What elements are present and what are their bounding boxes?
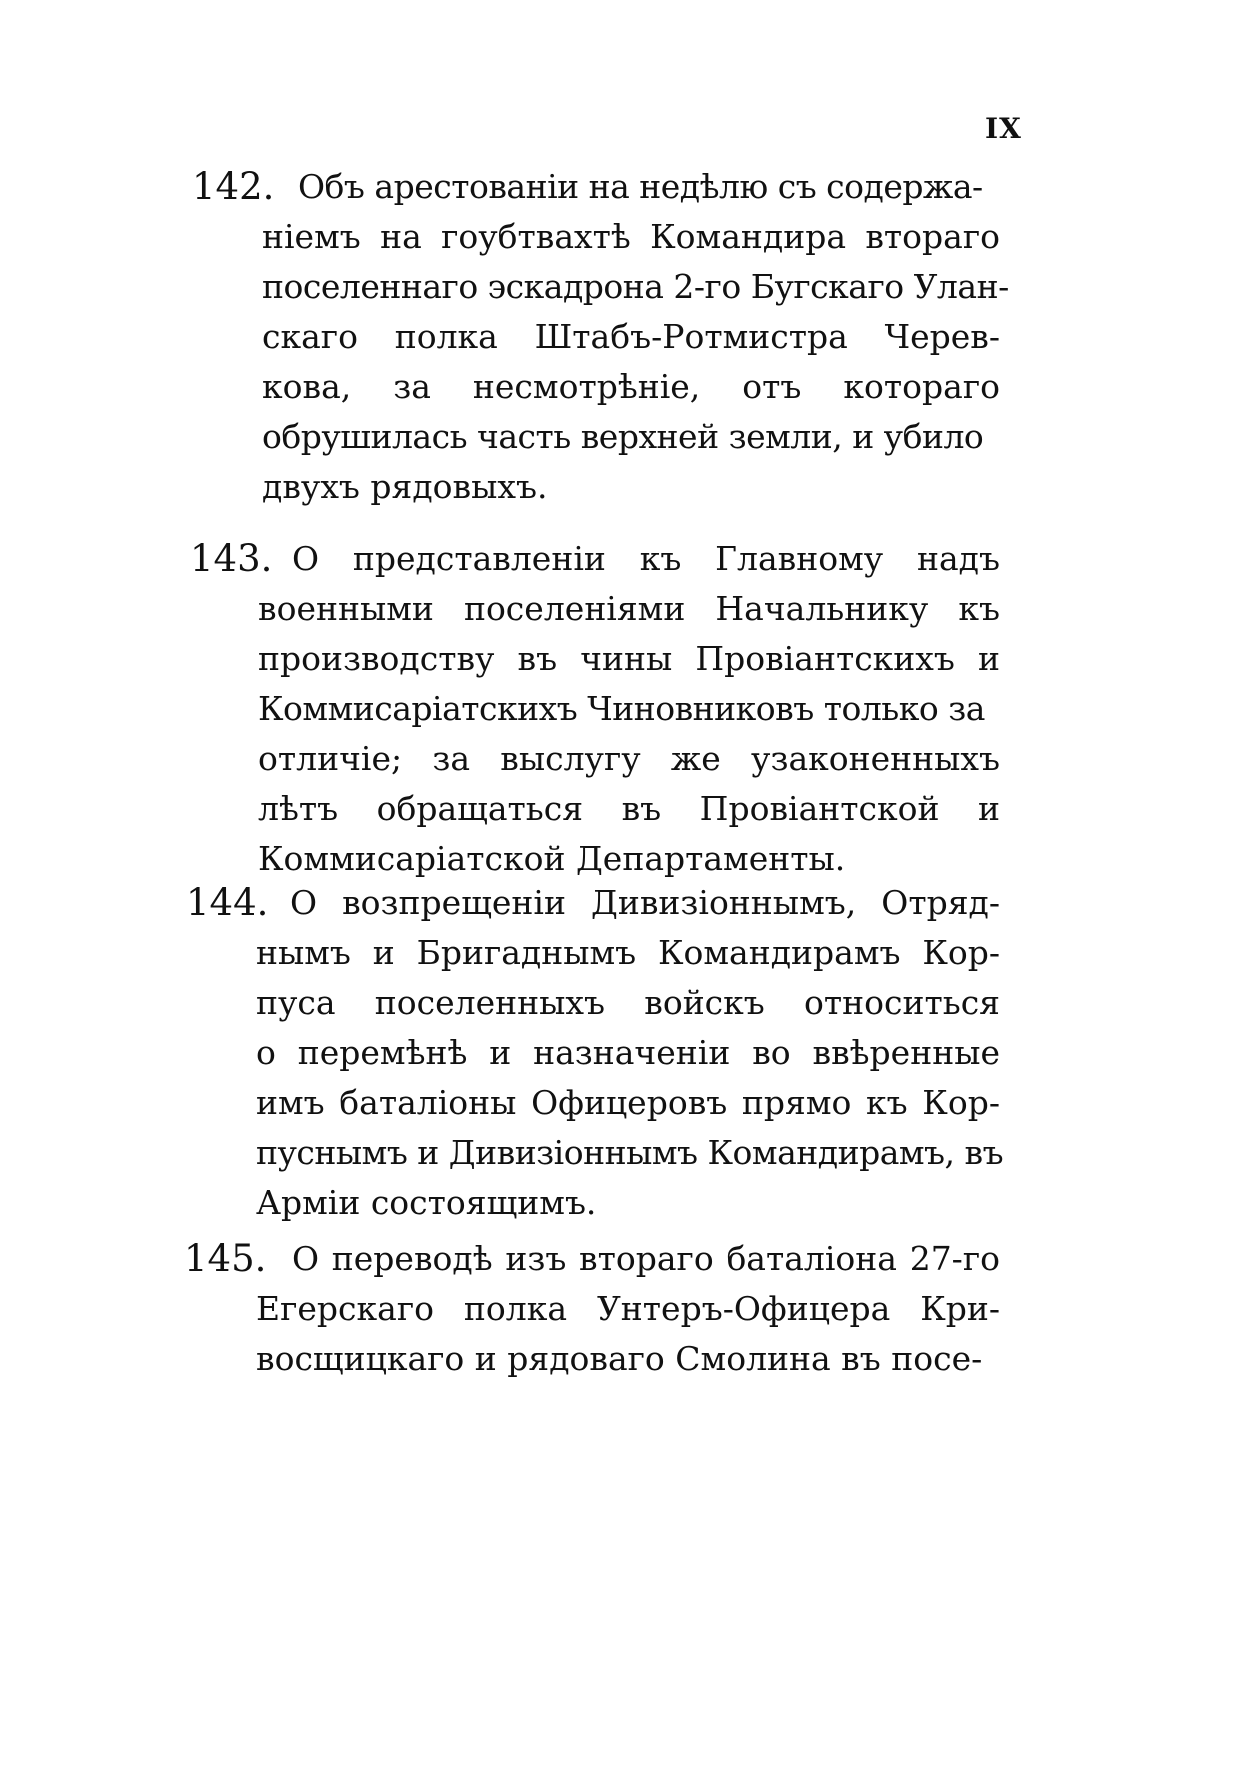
entry-line: Коммисаріатской Департаменты. bbox=[258, 839, 846, 878]
entry-line: пуснымъ и Дивизіоннымъ Командирамъ, въ bbox=[256, 1133, 1004, 1172]
entry-line: отличіе; за выслугу же узаконенныхъ bbox=[258, 739, 1000, 778]
entry-line: ніемъ на гоубтвахтѣ Командира втораго bbox=[262, 217, 1000, 256]
entry-line: обрушилась часть верхней земли, и убило bbox=[262, 417, 984, 456]
entry-number: 142. bbox=[192, 165, 275, 208]
entry-line: о перемѣнѣ и назначеніи во ввѣренные bbox=[256, 1033, 1000, 1072]
entry-line: О переводѣ изъ втораго баталіона 27-го bbox=[292, 1239, 1000, 1278]
entry-line: Егерскаго полка Унтеръ-Офицера Кри- bbox=[256, 1289, 1000, 1328]
entry-line: кова, за несмотрѣніе, отъ котораго bbox=[262, 367, 1000, 406]
entry-line: восщицкаго и рядоваго Смолина въ посе- bbox=[256, 1339, 983, 1378]
entry-line: Арміи состоящимъ. bbox=[256, 1183, 597, 1222]
entry-line: Коммисаріатскихъ Чиновниковъ только за bbox=[258, 689, 985, 728]
entry-line: лѣтъ обращаться въ Провіантской и bbox=[258, 789, 1000, 828]
entry-line: скаго полка Штабъ-Ротмистра Черев- bbox=[262, 317, 1000, 356]
entry-line: О возпрещеніи Дивизіоннымъ, Отряд- bbox=[290, 883, 1000, 922]
entry-line: имъ баталіоны Офицеровъ прямо къ Кор- bbox=[256, 1083, 1000, 1122]
entry-line: военными поселеніями Начальнику къ bbox=[258, 589, 1000, 628]
entry-line: О представленіи къ Главному надъ bbox=[292, 539, 1000, 578]
page-number: IX bbox=[985, 112, 1022, 145]
entry-line: пуса поселенныхъ войскъ относиться bbox=[256, 983, 1000, 1022]
entry-line: двухъ рядовыхъ. bbox=[262, 467, 548, 506]
entry-number: 143. bbox=[190, 537, 273, 580]
entry-line: производству въ чины Провіантскихъ и bbox=[258, 639, 1000, 678]
entry-line: поселеннаго эскадрона 2-го Бугскаго Улан- bbox=[262, 267, 1009, 306]
entry-line: Объ арестованіи на недѣлю съ содержа- bbox=[298, 167, 983, 206]
entry-line: нымъ и Бригаднымъ Командирамъ Кор- bbox=[256, 933, 1000, 972]
entry-number: 144. bbox=[186, 881, 269, 924]
entry-number: 145. bbox=[184, 1237, 267, 1280]
